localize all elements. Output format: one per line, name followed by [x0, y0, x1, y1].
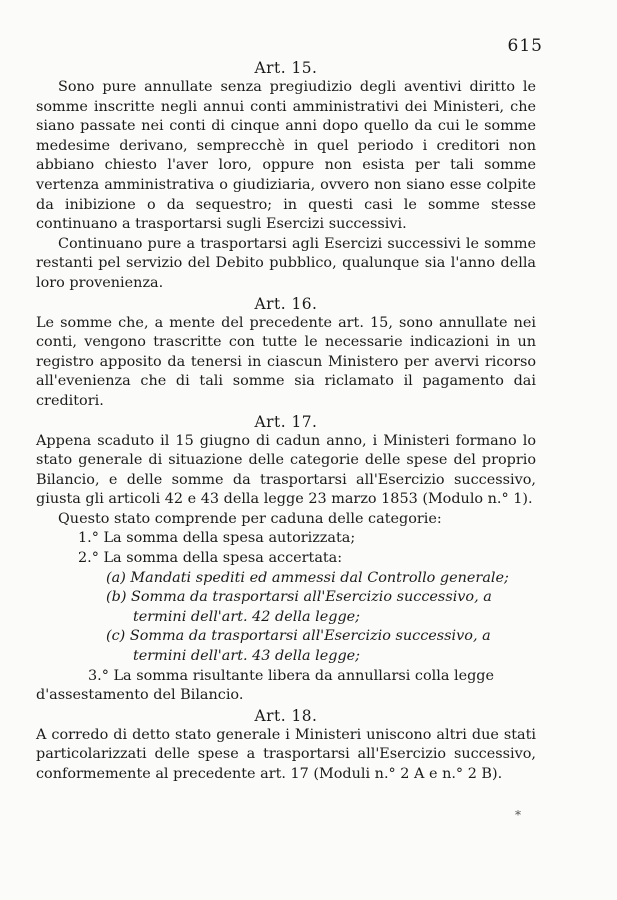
article-17-paragraph-2: Questo stato comprende per caduna delle categorie: — [58, 510, 442, 527]
sub-item-a: (a) Mandati spediti ed ammessi dal Controllo generale; — [106, 569, 509, 586]
list-item-1: 1.° La somma della spesa autorizzata; — [78, 530, 356, 547]
sub-item-c-line-1: (c) Somma da trasportarsi all'Esercizio successivo, a — [106, 628, 491, 645]
article-15-heading: Art. 15. — [254, 59, 318, 77]
page-number: 615 — [507, 36, 543, 56]
article-16-heading: Art. 16. — [254, 294, 318, 313]
article-18-heading: Art. 18. — [254, 706, 318, 725]
document-body — [36, 52, 536, 785]
sub-item-b-line-2: termini dell'art. 42 della legge; — [133, 608, 361, 625]
list-item-3-continuation: d'assestamento del Bilancio. — [36, 687, 244, 704]
list-item-3: 3.° La somma risultante libera da annullarsi colla legge — [88, 667, 495, 684]
article-18-paragraph-1: A corredo di detto stato generale i Ministeri uniscono altri due stati particolarizzati delle spese a trasportarsi all'Esercizio successivo, conformemente al precedente art. 17 (Moduli n.° 2 A e n.° 2 B). — [36, 726, 536, 782]
article-17-paragraph-1: Appena scaduto il 15 giugno di cadun anno, i Ministeri formano lo stato generale di situazione delle categorie delle spese del proprio Bilancio, e delle somme da trasportarsi all'Esercizio successivo, giusta gli articoli 42 e 43 della legge 23 marzo 1853 (Modulo n.° 1). — [36, 432, 536, 508]
article-17-heading: Art. 17. — [254, 412, 318, 431]
sub-item-b-line-1: (b) Somma da trasportarsi all'Esercizio successivo, a — [106, 589, 492, 606]
article-15-paragraph-2: Continuano pure a trasportarsi agli Esercizi successivi le somme restanti pel servizio del Debito pubblico, qualunque sia l'anno della loro provenienza. — [36, 235, 536, 291]
article-15-paragraph-1: Sono pure annullate senza pregiudizio degli aventivi diritto le somme inscritte negli annui conti amministrativi dei Ministeri, che siano passate nei conti di cinque anni dopo quello da cui le somme medesime derivano, semprecchè in quel periodo i creditori non abbiano chiesto l'aver loro, oppure non esista per tali somme vertenza amministrativa o giudiziaria, ovvero non siano esse colpite da inibizione o da sequestro; in questi casi le somme stesse continuano a trasportarsi sugli Esercizi successivi. — [36, 79, 536, 233]
sub-item-c-line-2: termini dell'art. 43 della legge; — [133, 648, 361, 665]
printer-asterisk-mark: * — [515, 808, 521, 822]
list-item-2: 2.° La somma della spesa accertata: — [78, 550, 343, 567]
article-16-paragraph-1: Le somme che, a mente del precedente art. 15, sono annullate nei conti, vengono trascritte con tutte le necessarie indicazioni in un registro apposito da tenersi in ciascun Ministero per avervi ricorso all'evenienza che di tali somme sia riclamato il pagamento dai creditori. — [36, 314, 536, 409]
